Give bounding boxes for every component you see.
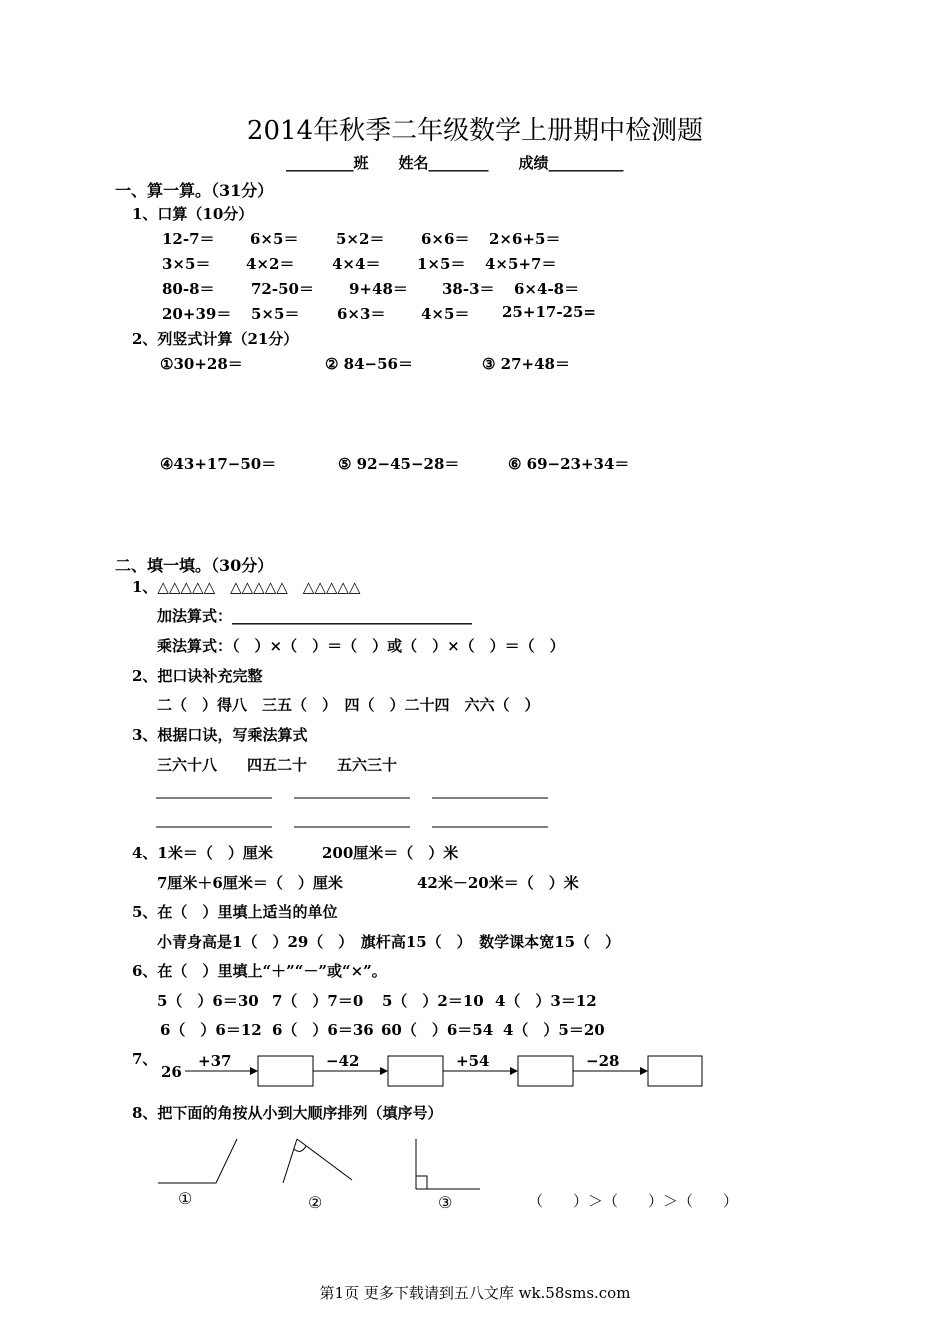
oral-item: 5×2＝	[336, 230, 385, 248]
unit-fill-line: 小青身高是1（ ）29（ ） 旗杆高15（ ） 数学课本宽15（ ）	[157, 933, 621, 951]
q8-label: 8、把下面的角按从小到大顺序排列（填序号）	[132, 1104, 443, 1122]
oral-item: 72-50＝	[251, 280, 314, 298]
chain-op-4: −28	[586, 1052, 620, 1070]
angle-mark-2: ②	[308, 1193, 323, 1212]
oral-item: 4×4＝	[332, 255, 381, 273]
oral-item: 25+17-25=	[502, 303, 596, 321]
operator-item: 4（ ）3＝12	[495, 992, 597, 1010]
vertical-calc-item: ③ 27+48＝	[482, 355, 570, 373]
oral-item: 6×4-8＝	[514, 280, 580, 298]
vertical-calc-item: ①30+28＝	[160, 355, 243, 373]
chain-answer-box	[258, 1056, 313, 1086]
section1-heading: 一、算一算。（31分）	[115, 181, 274, 200]
oral-item: 12-7＝	[162, 230, 215, 248]
chain-answer-box	[518, 1056, 573, 1086]
order-answer-line: （ ）＞（ ）＞（ ）	[528, 1192, 739, 1210]
oral-item: 4×5＝	[421, 305, 470, 323]
q3-label: 3、根据口诀，写乘法算式	[132, 726, 308, 744]
oral-item: 1×5＝	[417, 255, 466, 273]
unit-line-1b: 200厘米＝（ ）米	[322, 844, 459, 862]
oral-item: 6×3＝	[337, 305, 386, 323]
triangles-line: 1、△△△△△ △△△△△ △△△△△	[132, 578, 361, 596]
operator-item: 5（ ）2＝10	[382, 992, 484, 1010]
unit-line-2b: 42米－20米＝（ ）米	[417, 874, 579, 892]
chain-op-3: +54	[456, 1052, 490, 1070]
student-info-line: _________班 姓名________ 成绩__________	[286, 154, 624, 172]
unit-line-1a: 4、1米＝（ ）厘米	[132, 844, 273, 862]
q7-label: 7、	[132, 1050, 158, 1068]
unit-line-2a: 7厘米＋6厘米＝（ ）厘米	[157, 874, 343, 892]
number-chain	[185, 1056, 702, 1086]
oral-item: 6×6＝	[421, 230, 470, 248]
oral-item: 2×6+5＝	[489, 230, 561, 248]
obtuse-angle-figure	[158, 1139, 237, 1183]
oral-item: 80-8＝	[162, 280, 215, 298]
chain-answer-box	[388, 1056, 443, 1086]
chain-answer-box	[648, 1056, 702, 1086]
operator-item: 5（ ）6＝30	[157, 992, 259, 1010]
operator-item: 7（ ）7＝0	[272, 992, 364, 1010]
operator-item: 60（ ）6＝54	[381, 1021, 494, 1039]
vertical-calc-item: ⑤ 92−45−28＝	[338, 455, 460, 473]
oral-item: 4×5+7＝	[485, 255, 557, 273]
right-angle-figure	[416, 1139, 480, 1189]
section2-heading: 二、填一填。（30分）	[115, 556, 274, 575]
angle-mark-1: ①	[178, 1189, 193, 1208]
rhyme-line: 二（ ）得八 三五（ ） 四（ ）二十四 六六（ ）	[157, 696, 540, 714]
page-footer: 第1页 更多下载请到五八文库 wk.58sms.com	[319, 1284, 631, 1302]
page-title: 2014年秋季二年级数学上册期中检测题	[246, 116, 704, 146]
angle-mark-3: ③	[438, 1193, 453, 1212]
chain-op-2: −42	[326, 1052, 360, 1070]
operator-item: 6（ ）6＝12	[160, 1021, 262, 1039]
q5-label: 5、在（ ）里填上适当的单位	[132, 903, 338, 921]
oral-item: 9+48＝	[349, 280, 408, 298]
q1-label: 1、口算（10分）	[132, 205, 254, 223]
chain-op-1: +37	[198, 1052, 232, 1070]
answer-lines	[156, 798, 548, 827]
q2-fill-label: 2、把口诀补充完整	[132, 667, 263, 685]
oral-item: 20+39＝	[162, 305, 232, 323]
vertical-calc-item: ④43+17−50＝	[160, 455, 277, 473]
oral-item: 3×5＝	[162, 255, 211, 273]
angle-figures	[158, 1139, 480, 1189]
q6-label: 6、在（ ）里填上“＋”“－”或“×”。	[132, 962, 387, 980]
acute-angle-figure	[283, 1139, 352, 1183]
chain-start-number: 26	[161, 1063, 182, 1081]
vertical-calc-item: ⑥ 69−23+34＝	[508, 455, 630, 473]
operator-item: 4（ ）5＝20	[503, 1021, 605, 1039]
rhyme-examples: 三六十八 四五二十 五六三十	[157, 756, 398, 774]
oral-item: 4×2＝	[246, 255, 295, 273]
vertical-calc-item: ② 84−56＝	[325, 355, 413, 373]
operator-item: 6（ ）6＝36	[272, 1021, 374, 1039]
multiplication-formula-line: 乘法算式：（ ）×（ ）＝（ ）或（ ）×（ ）＝（ ）	[157, 637, 565, 655]
addition-formula-line: 加法算式：________________________________	[157, 607, 473, 625]
q2-label: 2、列竖式计算（21分）	[132, 330, 299, 348]
oral-item: 5×5＝	[251, 305, 300, 323]
oral-item: 38-3＝	[442, 280, 495, 298]
oral-item: 6×5＝	[250, 230, 299, 248]
